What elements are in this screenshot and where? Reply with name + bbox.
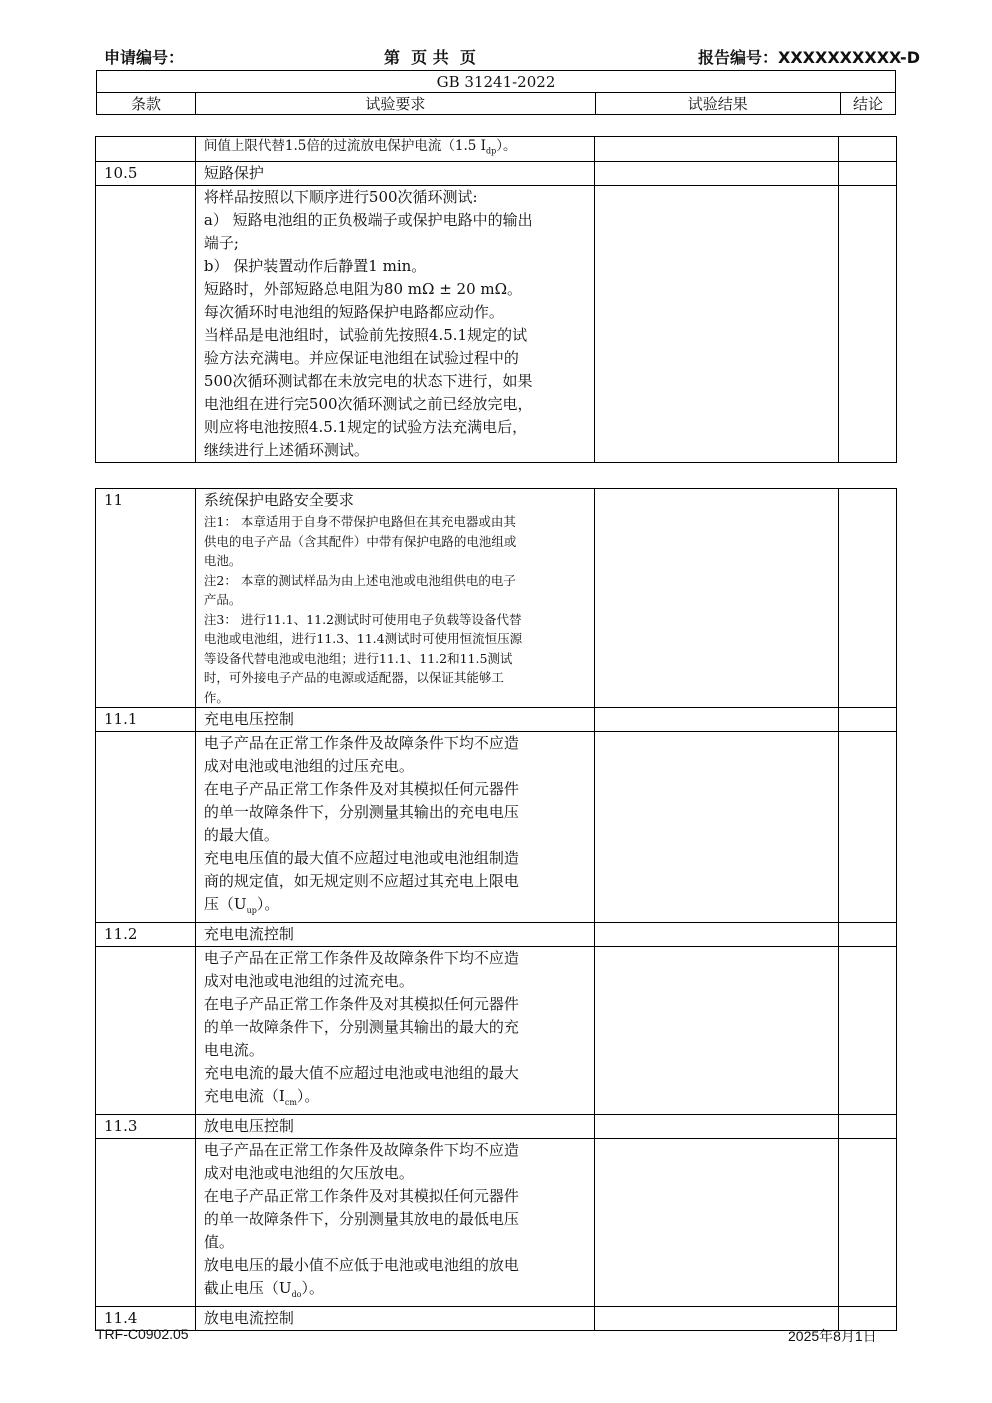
clause-number: 11 <box>96 489 196 708</box>
table-row <box>96 947 897 1115</box>
result-cell[interactable] <box>595 923 839 947</box>
col-header-conclusion: 结论 <box>840 93 895 115</box>
page-counter: 第 页 共 页 <box>384 48 476 67</box>
table-row <box>96 1307 897 1331</box>
table-row <box>96 161 897 185</box>
col-header-requirement: 试验要求 <box>196 93 596 115</box>
table-row <box>96 1115 897 1139</box>
table-row <box>96 732 897 923</box>
clause-title: 放电电压控制 <box>195 1115 595 1139</box>
clause-table-1 <box>95 136 897 463</box>
standard-code: GB 31241-2022 <box>97 71 896 93</box>
conclusion-cell[interactable] <box>839 923 897 947</box>
result-cell[interactable] <box>595 1115 839 1139</box>
conclusion-cell[interactable] <box>839 708 897 732</box>
table-row <box>96 708 897 732</box>
conclusion-cell[interactable] <box>839 1139 897 1307</box>
clause-title: 放电电流控制 <box>195 1307 595 1331</box>
table-row <box>96 185 897 462</box>
issue-date: 2025年8月1日 <box>788 1328 877 1344</box>
header-grid <box>96 70 896 115</box>
conclusion-cell[interactable] <box>839 185 897 462</box>
table-row <box>96 137 897 162</box>
conclusion-cell[interactable] <box>839 732 897 923</box>
clause-requirement-text: 电子产品在正常工作条件及故障条件下均不应造 成对电池或电池组的欠压放电。 在电子产品正常工作条件及对其模拟任何元器件 的单一故障条件下，分别测量其放电的最低电压 值。 放电电压的最小值不应低于电池或电池组的放电 截止电压$(U_{do})$。 <box>195 1139 595 1307</box>
conclusion-cell[interactable] <box>839 947 897 1115</box>
col-header-clause: 条款 <box>97 93 196 115</box>
clause-title: 短路保护 <box>195 161 595 185</box>
clause-requirement-text: 将样品按照以下顺序进行500次循环测试: a） 短路电池组的正负极端子或保护电路中的输出 端子; b） 保护装置动作后静置1 min。 短路时，外部短路总电阻为80 mΩ ± 20 mΩ。 每次循环时电池组的短路保护电路都应动作。 当样品是电池组时，试验前先按照4.5.1规定的试 验方法充满电。并应保证电池组在试验过程中的 500次循环测试都在未放完电的状态下进行，如果 电池组在进行完500次循环测试之前已经放完电， 则应将电池按照4.5.1规定的试验方法充满电后， 继续进行上述循环测试。 <box>195 185 595 462</box>
clause-number: 11.4 <box>96 1307 196 1331</box>
result-cell[interactable] <box>595 708 839 732</box>
conclusion-cell[interactable] <box>839 161 897 185</box>
table-row <box>96 1139 897 1307</box>
form-number: TRF-C0902.05 <box>96 1326 189 1342</box>
result-cell[interactable] <box>595 137 839 162</box>
result-cell[interactable] <box>595 185 839 462</box>
clause-requirement-text: 电子产品在正常工作条件及故障条件下均不应造 成对电池或电池组的过流充电。 在电子产品正常工作条件及对其模拟任何元器件 的单一故障条件下，分别测量其输出的最大的充 电电流。 充电电流的最大值不应超过电池或电池组的最大 充电电流$(I_{cm})$。 <box>195 947 595 1115</box>
clause-title-with-notes: 系统保护电路安全要求 注1： 本章适用于自身不带保护电路但在其充电器或由其 供电的电子产品（含其配件）中带有保护电路的电池组或 电池。 注2： 本章的测试样品为由上述电池或电池组供电的电子 产品。 注3： 进行11.1、11.2测试时可使用电子负载等设备代替 电池或电池组，进行11.3、11.4测试时可使用恒流恒压源 等设备代替电池或电池组；进行11.1、11.2和11.5测试 时，可外接电子产品的电源或适配器，以保证其能够工 作。 <box>195 489 595 708</box>
clause-title: 充电电压控制 <box>195 708 595 732</box>
table-row <box>96 489 897 708</box>
report-no-label: 报告编号：XXXXXXXXXX-D <box>698 48 920 67</box>
clause-table-2 <box>95 488 897 1331</box>
result-cell[interactable] <box>595 161 839 185</box>
result-cell[interactable] <box>595 732 839 923</box>
application-no-label: 申请编号： <box>104 48 185 67</box>
clause-requirement-text: 电子产品在正常工作条件及故障条件下均不应造 成对电池或电池组的过压充电。 在电子产品正常工作条件及对其模拟任何元器件 的单一故障条件下，分别测量其输出的充电电压 的最大值。 充电电压值的最大值不应超过电池或电池组制造 商的规定值，如无规定则不应超过其充电上限电 压$(U_{up})$。 <box>195 732 595 923</box>
continuation-text: 间值上限代替1.5倍的过流放电保护电流（1.5 $I_{dp}$）。 <box>195 137 595 162</box>
col-header-result: 试验结果 <box>595 93 840 115</box>
result-cell[interactable] <box>595 947 839 1115</box>
conclusion-cell[interactable] <box>839 137 897 162</box>
clause-title: 充电电流控制 <box>195 923 595 947</box>
result-cell[interactable] <box>595 1139 839 1307</box>
clause-number: 11.2 <box>96 923 196 947</box>
conclusion-cell[interactable] <box>839 1115 897 1139</box>
conclusion-cell[interactable] <box>839 489 897 708</box>
result-cell[interactable] <box>595 489 839 708</box>
clause-number: 11.3 <box>96 1115 196 1139</box>
table-row <box>96 923 897 947</box>
clause-number: 10.5 <box>96 161 196 185</box>
clause-number: 11.1 <box>96 708 196 732</box>
clause-title: 系统保护电路安全要求 <box>203 491 354 509</box>
